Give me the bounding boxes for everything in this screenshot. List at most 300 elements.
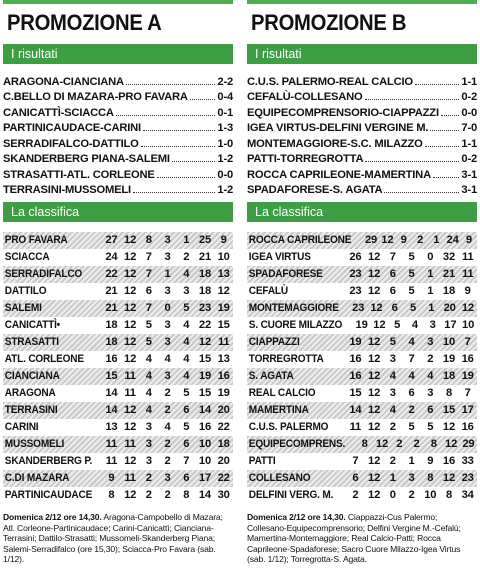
standings-row	[247, 470, 477, 487]
result-leader-dots	[141, 146, 216, 147]
standings-row	[247, 419, 477, 436]
team-stat: 3	[164, 285, 171, 297]
team-stat: 4	[411, 319, 418, 331]
team-name: DELFINI VERG. M.	[248, 489, 334, 501]
team-name: SKANDERBERG P.	[4, 455, 93, 467]
team-stat: 16	[349, 353, 362, 365]
team-stat: 4	[427, 370, 434, 382]
team-stat: 4	[408, 336, 415, 348]
team-stat: 12	[442, 421, 455, 433]
team-stat: 11	[124, 438, 136, 450]
result-leader-dots	[433, 177, 459, 178]
team-stat: 18	[442, 370, 455, 382]
team-stat: 3	[429, 319, 436, 331]
team-stat: 12	[124, 285, 137, 297]
team-stat: 19	[198, 370, 211, 382]
team-stat: 10	[217, 251, 230, 263]
team-stat: 6	[145, 285, 152, 297]
team-stat: 12	[124, 336, 137, 348]
team-stat: 30	[217, 489, 230, 501]
team-stat: 6	[389, 285, 396, 297]
team-stat: 0	[427, 251, 434, 263]
team-stat: 15	[349, 387, 362, 399]
team-stat: 4	[389, 404, 396, 416]
team-stat: 11	[349, 421, 362, 433]
team-stat: 2	[145, 472, 152, 484]
team-stat: 6	[408, 387, 415, 399]
team-stat: 5	[389, 336, 396, 348]
team-stat: 23	[349, 285, 362, 297]
team-stat: 12	[124, 404, 137, 416]
team-stat: 8	[183, 489, 190, 501]
team-stat: 15	[198, 353, 211, 365]
group-a-results-list	[3, 72, 233, 196]
group-b-notes-text: Ciappazzi-Cus Palermo; Collesano-Equipecomprensorio; Delfini Vergine M.-Cefalù; Mamertina-Montemaggiore; Real Calcio-Patti; Rocca Caprileone-Spadaforese; Sacro Cuore Milazzo-Igea Virtus (sab. 1/12); Torregrotta-S. Agata.	[247, 512, 461, 565]
standings-row	[247, 249, 477, 266]
team-stat: 1	[427, 285, 434, 297]
team-name: MUSSOMELI	[4, 438, 65, 450]
team-stat: 19	[349, 336, 362, 348]
result-row	[247, 134, 477, 150]
team-stat: 9	[220, 234, 227, 246]
team-name: MAMERTINA	[248, 404, 309, 416]
team-stat: 4	[183, 353, 190, 365]
team-stat: 8	[145, 234, 152, 246]
result-score: 0-0	[461, 106, 477, 119]
result-row	[3, 119, 233, 135]
team-stat: 19	[217, 387, 230, 399]
team-stat: 2	[408, 404, 415, 416]
team-stat: 12	[368, 421, 381, 433]
team-stat: 23	[349, 268, 362, 280]
team-stat: 3	[389, 387, 396, 399]
result-row	[247, 181, 477, 197]
team-stat: 7	[408, 353, 415, 365]
team-stat: 22	[217, 472, 230, 484]
team-stat: 6	[427, 404, 434, 416]
team-stat: 34	[461, 489, 474, 501]
standings-row	[247, 283, 477, 300]
team-stat: 19	[442, 353, 455, 365]
team-stat: 18	[105, 336, 118, 348]
team-stat: 7	[145, 251, 152, 263]
team-stat: 5	[408, 421, 415, 433]
team-stat: 16	[349, 370, 362, 382]
team-stat: 29	[462, 438, 475, 450]
team-name: SERRADIFALCO	[4, 268, 83, 280]
team-name: SPADAFORESE	[248, 268, 323, 280]
result-match: CEFALÙ-COLLESANO	[247, 91, 363, 103]
team-stat: 12	[442, 472, 455, 484]
team-stat: 16	[217, 370, 230, 382]
team-name: ARAGONA	[4, 387, 56, 399]
team-stat: 2	[352, 489, 359, 501]
team-stat: 22	[105, 268, 118, 280]
team-stat: 18	[198, 285, 211, 297]
team-stat: 12	[198, 336, 211, 348]
result-leader-dots	[425, 146, 460, 147]
team-stat: 22	[217, 421, 230, 433]
result-score: 0-2	[461, 153, 477, 165]
result-match: IGEA VIRTUS-DELFINI VERGINE M.	[247, 122, 429, 134]
team-stat: 3	[145, 455, 152, 467]
team-stat: 18	[442, 285, 455, 297]
standings-row	[3, 419, 233, 436]
team-name: CARINI	[4, 421, 39, 433]
result-score: 0-4	[217, 91, 233, 103]
group-a-title: PROMOZIONE A	[7, 10, 162, 35]
team-stat: 8	[445, 387, 452, 399]
standings-row	[3, 249, 233, 266]
team-stat: 7	[464, 387, 471, 399]
team-stat: 26	[349, 251, 362, 263]
result-score: 1-1	[461, 75, 477, 88]
result-score: 7-0	[461, 122, 477, 134]
team-stat: 1	[427, 268, 434, 280]
team-stat: 7	[352, 455, 359, 467]
result-leader-dots	[190, 99, 216, 100]
team-stat: 0	[164, 302, 171, 314]
team-stat: 12	[445, 438, 458, 450]
team-stat: 20	[217, 404, 230, 416]
group-b-top-bar	[247, 0, 477, 4]
standings-row	[3, 487, 233, 504]
result-row	[247, 150, 477, 166]
group-b-title: PROMOZIONE B	[251, 10, 407, 35]
team-stat: 15	[105, 370, 118, 382]
standings-row	[3, 351, 233, 368]
team-stat: 10	[198, 455, 211, 467]
team-name: S. CUORE MILAZZO	[248, 319, 343, 331]
standings-row	[247, 385, 477, 402]
team-name: TERRASINI	[4, 404, 58, 416]
result-leader-dots	[430, 130, 459, 131]
team-stat: 23	[198, 302, 211, 314]
team-stat: 12	[124, 319, 137, 331]
result-match: ROCCA CAPRILEONE-MAMERTINA	[247, 168, 431, 181]
team-stat: 2	[408, 489, 415, 501]
team-name: IGEA VIRTUS	[248, 251, 311, 263]
team-stat: 8	[430, 438, 437, 450]
team-stat: 2	[164, 404, 171, 416]
team-stat: 11	[105, 455, 118, 467]
team-name: REAL CALCIO	[248, 387, 316, 399]
result-match: PATTI-TORREGROTTA	[247, 153, 364, 165]
group-b-results-header: I risultati	[247, 44, 477, 64]
team-stat: 3	[145, 421, 152, 433]
team-stat: 7	[145, 268, 152, 280]
team-name: CANICATTÌ•	[4, 319, 61, 331]
result-leader-dots	[365, 99, 460, 100]
team-stat: 12	[124, 268, 137, 280]
team-name: C.DI MAZARA	[4, 472, 70, 484]
team-stat: 5	[408, 251, 415, 263]
team-stat: 3	[164, 370, 171, 382]
result-leader-dots	[415, 84, 459, 85]
team-name: CEFALÙ	[248, 285, 289, 297]
team-stat: 3	[427, 387, 434, 399]
team-stat: 6	[352, 472, 359, 484]
team-stat: 3	[389, 353, 396, 365]
result-row	[3, 88, 233, 104]
team-stat: 13	[105, 421, 118, 433]
team-stat: 9	[427, 455, 434, 467]
team-stat: 16	[461, 421, 474, 433]
team-stat: 16	[198, 421, 211, 433]
team-stat: 2	[396, 438, 403, 450]
team-stat: 33	[461, 455, 474, 467]
team-stat: 12	[381, 234, 394, 246]
team-stat: 19	[217, 302, 230, 314]
result-match: SPADAFORESE-S. AGATA	[247, 184, 383, 196]
team-stat: 17	[444, 319, 457, 331]
team-name: S. AGATA	[248, 370, 294, 382]
result-leader-dots	[143, 130, 216, 131]
team-stat: 4	[389, 370, 396, 382]
team-name: MONTEMAGGIORE	[248, 302, 339, 314]
team-stat: 4	[145, 370, 152, 382]
team-stat: 23	[461, 472, 474, 484]
team-name: PARTINICAUDACE	[4, 489, 93, 501]
team-stat: 17	[461, 404, 474, 416]
team-stat: 18	[105, 319, 118, 331]
team-stat: 12	[368, 472, 381, 484]
result-match: SKANDERBERG PIANA-SALEMI	[3, 153, 170, 165]
team-stat: 16	[442, 455, 455, 467]
team-stat: 1	[183, 234, 190, 246]
result-score: 0-0	[217, 168, 233, 181]
team-name: SALEMI	[4, 302, 42, 314]
result-leader-dots	[133, 192, 215, 193]
result-row	[3, 181, 233, 197]
team-stat: 4	[145, 387, 152, 399]
team-stat: 10	[462, 319, 475, 331]
result-score: 1-2	[217, 184, 233, 196]
team-stat: 12	[461, 302, 474, 314]
team-stat: 19	[355, 319, 368, 331]
standings-row	[247, 368, 477, 385]
team-stat: 9	[108, 472, 115, 484]
team-stat: 11	[105, 438, 118, 450]
team-stat: 3	[408, 472, 415, 484]
team-stat: 12	[373, 319, 386, 331]
team-stat: 14	[105, 404, 118, 416]
result-match: EQUIPECOMPRENSORIO-CIAPPAZZI	[247, 106, 439, 119]
team-stat: 4	[183, 336, 190, 348]
result-row	[3, 72, 233, 88]
team-stat: 2	[164, 489, 171, 501]
team-stat: 2	[413, 438, 420, 450]
standings-row	[3, 368, 233, 385]
team-stat: 5	[145, 336, 152, 348]
team-stat: 4	[145, 353, 152, 365]
team-stat: 5	[183, 421, 190, 433]
team-name: ROCCA CAPRILEONE	[248, 234, 352, 246]
team-stat: 12	[368, 370, 381, 382]
team-stat: 4	[183, 319, 190, 331]
group-a-standings-header: La classifica	[3, 202, 233, 222]
result-row	[247, 165, 477, 181]
group-a-notes-text: Aragona-Campobello di Mazara; Atl. Corleone-Partinicaudace; Carini-Canicattì; Cianciana-Terrasini; Dattilo-Strasatti; Mussomeli-Skanderberg Piana; Salemi-Serradifalco (ore 15,30); Sciacca-Pro Favara (sab. 1/12).	[3, 512, 223, 565]
team-stat: 5	[427, 421, 434, 433]
group-b-standings-table	[247, 232, 477, 504]
team-stat: 12	[124, 455, 137, 467]
team-stat: 1	[389, 472, 396, 484]
team-name: TORREGROTTA	[248, 353, 324, 365]
team-stat: 12	[368, 455, 381, 467]
team-stat: 2	[164, 438, 171, 450]
result-score: 1-1	[461, 137, 477, 150]
team-stat: 8	[361, 438, 368, 450]
team-stat: 18	[217, 438, 230, 450]
team-stat: 10	[424, 489, 437, 501]
team-stat: 18	[198, 268, 211, 280]
team-stat: 14	[105, 387, 118, 399]
team-stat: 19	[461, 370, 474, 382]
team-stat: 8	[108, 489, 115, 501]
team-stat: 13	[217, 353, 230, 365]
standings-row	[247, 334, 477, 351]
team-stat: 3	[164, 336, 171, 348]
team-stat: 1	[428, 302, 435, 314]
result-leader-dots	[365, 161, 459, 162]
team-stat: 5	[183, 387, 190, 399]
team-stat: 12	[368, 353, 381, 365]
team-stat: 3	[183, 285, 190, 297]
team-stat: 12	[368, 336, 381, 348]
team-stat: 8	[427, 472, 434, 484]
team-stat: 3	[427, 336, 434, 348]
team-stat: 25	[198, 234, 211, 246]
team-stat: 21	[198, 251, 211, 263]
team-stat: 10	[442, 336, 455, 348]
team-stat: 12	[124, 302, 137, 314]
team-stat: 6	[391, 302, 398, 314]
team-stat: 6	[389, 268, 396, 280]
team-stat: 4	[408, 370, 415, 382]
team-stat: 4	[183, 268, 190, 280]
result-match: STRASATTI-ATL. CORLEONE	[3, 168, 155, 181]
result-score: 1-0	[217, 137, 233, 150]
team-stat: 27	[105, 234, 118, 246]
result-leader-dots	[172, 161, 216, 162]
result-row	[247, 88, 477, 104]
team-stat: 15	[442, 404, 455, 416]
team-stat: 21	[105, 285, 118, 297]
group-b-notes-date: Domenica 2/12 ore 14,30.	[247, 512, 346, 522]
team-stat: 11	[217, 336, 230, 348]
team-stat: 12	[124, 421, 137, 433]
team-stat: 23	[352, 302, 365, 314]
standings-row	[3, 283, 233, 300]
team-stat: 7	[464, 336, 471, 348]
result-leader-dots	[157, 177, 216, 178]
team-stat: 5	[408, 268, 415, 280]
result-row	[247, 72, 477, 88]
result-match: C.U.S. PALERMO-REAL CALCIO	[247, 75, 413, 88]
result-leader-dots	[441, 115, 460, 116]
team-stat: 12	[375, 438, 388, 450]
team-stat: 8	[445, 489, 452, 501]
result-match: C.BELLO DI MAZARA-PRO FAVARA	[3, 91, 188, 103]
team-stat: 20	[443, 302, 456, 314]
result-leader-dots	[126, 84, 216, 85]
team-stat: 5	[409, 302, 416, 314]
standings-row	[3, 470, 233, 487]
standings-row	[3, 317, 233, 334]
team-stat: 12	[124, 489, 137, 501]
team-stat: 1	[408, 455, 415, 467]
group-a-column	[3, 0, 233, 565]
team-stat: 5	[183, 302, 190, 314]
result-leader-dots	[116, 115, 216, 116]
team-name: COLLESANO	[248, 472, 311, 484]
team-stat: 9	[464, 285, 471, 297]
result-match: TERRASINI-MUSSOMELI	[3, 184, 131, 196]
team-stat: 12	[124, 353, 137, 365]
standings-row	[3, 453, 233, 470]
standings-row	[3, 402, 233, 419]
group-b-standings-header: La classifica	[247, 202, 477, 222]
team-stat: 7	[183, 455, 190, 467]
result-match: PARTINICAUDACE-CARINI	[3, 122, 141, 134]
team-stat: 10	[198, 438, 211, 450]
team-stat: 5	[408, 285, 415, 297]
team-stat: 2	[416, 234, 423, 246]
standings-row	[3, 266, 233, 283]
team-stat: 12	[368, 387, 381, 399]
group-a-top-bar	[3, 0, 233, 4]
team-stat: 3	[164, 319, 171, 331]
result-score: 3-1	[461, 168, 477, 181]
standings-row	[247, 436, 477, 453]
result-score: 1-3	[217, 122, 233, 134]
team-stat: 21	[442, 268, 455, 280]
team-stat: 12	[124, 234, 137, 246]
team-stat: 2	[389, 455, 396, 467]
team-stat: 4	[164, 353, 171, 365]
result-match: CANICATTÌ-SCIACCA	[3, 106, 114, 119]
result-match: SERRADIFALCO-DATTILO	[3, 137, 139, 150]
group-a-next-fixtures	[3, 512, 233, 565]
team-stat: 2	[164, 387, 171, 399]
team-stat: 3	[164, 251, 171, 263]
team-stat: 12	[368, 404, 381, 416]
group-a-results-header: I risultati	[3, 44, 233, 64]
team-stat: 7	[145, 302, 152, 314]
team-stat: 11	[124, 370, 136, 382]
group-a-notes-date: Domenica 2/12 ore 14,30.	[3, 512, 102, 522]
team-name: PATTI	[248, 455, 276, 467]
result-row	[3, 134, 233, 150]
team-stat: 16	[461, 353, 474, 365]
team-stat: 11	[124, 387, 136, 399]
team-stat: 12	[217, 285, 230, 297]
team-stat: 14	[349, 404, 362, 416]
team-stat: 16	[105, 353, 118, 365]
standings-row	[3, 300, 233, 317]
standings-row	[247, 487, 477, 504]
result-row	[3, 165, 233, 181]
standings-row	[3, 436, 233, 453]
team-stat: 1	[433, 234, 440, 246]
standings-row	[247, 266, 477, 283]
standings-row	[247, 402, 477, 419]
group-b-results-list	[247, 72, 477, 196]
team-name: STRASATTI	[4, 336, 59, 348]
result-score: 0-1	[217, 106, 233, 119]
team-stat: 11	[124, 472, 136, 484]
